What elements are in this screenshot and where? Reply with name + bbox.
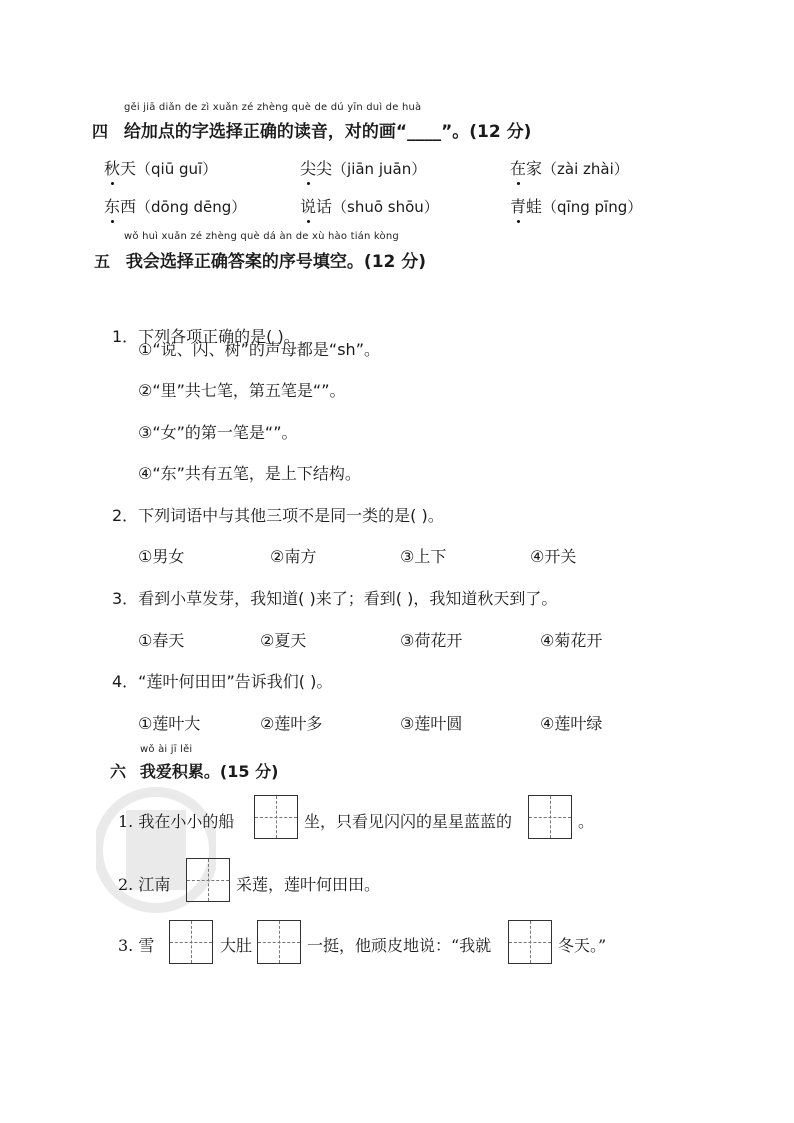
dotted-char: 尖 (300, 156, 316, 179)
section6-heading (108, 759, 278, 782)
q2-stem: 2．下列词语中与其他三项不是同一类的是( )。 (112, 506, 444, 525)
s6-line3-b: 大肚 (220, 936, 253, 955)
section6-number: 六 (109, 762, 126, 781)
tianzige-box[interactable] (186, 858, 230, 902)
q4-option-1: ①莲叶大 (138, 714, 201, 733)
q3-option-1: ①春天 (138, 631, 185, 650)
q1-option-4: ④“东”共有五笔，是上下结构。 (138, 464, 361, 483)
q3-option-4: ④菊花开 (540, 631, 603, 650)
dotted-char: 说 (300, 194, 316, 217)
char: 家 (526, 159, 543, 178)
s6-line1-b: 坐，只看见闪闪的星星蓝蓝的 (304, 812, 513, 831)
q2-option-2: ②南方 (270, 547, 317, 566)
s4-item-3 (510, 156, 629, 179)
q3-option-2: ②夏天 (260, 631, 307, 650)
pinyin-options: （shuō shōu） (332, 198, 439, 216)
tianzige-box[interactable] (508, 920, 552, 964)
pinyin-options: （qiū guī） (136, 160, 218, 178)
q1-option-2: ②“里”共七笔，第五笔是“”。 (138, 381, 346, 400)
s6-line3-c: 一挺，他顽皮地说：“我就 (307, 936, 492, 955)
dotted-char: 在 (510, 156, 526, 179)
dotted-char: 东 (104, 194, 120, 217)
q1-option-3: ③“女”的第一笔是“”。 (138, 423, 298, 442)
s6-line1-c: 。 (578, 812, 595, 831)
section4-pinyin: gěi jiā diǎn de zì xuǎn zé zhèng què de dú yīn duì de huà (124, 102, 422, 113)
tianzige-box[interactable] (257, 920, 301, 964)
section5-pinyin: wǒ huì xuǎn zé zhèng què dá àn de xù hào tián kòng (124, 231, 399, 242)
char: 蛙 (526, 197, 543, 216)
q2-option-1: ①男女 (138, 547, 185, 566)
pinyin-options: （dōng dēng） (136, 198, 247, 216)
s6-line3-d: 冬天。” (558, 936, 607, 955)
s6-line2-a: 2. 江南 (118, 875, 171, 894)
tianzige-box[interactable] (528, 795, 572, 839)
q4-option-4: ④莲叶绿 (540, 714, 603, 733)
dotted-char: 秋 (104, 156, 120, 179)
char: 话 (316, 197, 333, 216)
section6-title: 我爱积累。(15 分) (139, 762, 279, 781)
char: 西 (120, 197, 137, 216)
s4-item-4 (104, 194, 246, 217)
s4-item-1 (104, 156, 217, 179)
section4-title: 给加点的字选择正确的读音，对的画“____”。(12 分) (123, 122, 532, 142)
s6-line3-a: 3. 雪 (118, 936, 155, 955)
q4-stem: 4．“莲叶何田田”告诉我们( )。 (112, 672, 333, 691)
q1-option-1: ①“说、闪、树”的声母都是“sh”。 (138, 340, 380, 359)
s4-item-5 (300, 194, 439, 217)
section5-heading (92, 247, 426, 272)
s6-line1-a: 1. 我在小小的船 (118, 812, 235, 831)
s6-line2-b: 采莲，莲叶何田田。 (236, 875, 381, 894)
section5-title: 我会选择正确答案的序号填空。(12 分) (125, 252, 427, 272)
section4-heading (90, 117, 531, 142)
q1-stem: 1．下列各项正确的是( )。 (112, 327, 300, 346)
q4-option-3: ③莲叶圆 (400, 714, 463, 733)
section4-number: 四 (91, 122, 108, 141)
tianzige-box[interactable] (254, 795, 298, 839)
s4-item-6 (510, 194, 642, 217)
pinyin-options: （zài zhài） (542, 160, 629, 178)
char: 尖 (316, 159, 333, 178)
s4-item-2 (300, 156, 426, 179)
q2-option-4: ④开关 (530, 547, 577, 566)
q3-stem: 3．看到小草发芽，我知道( )来了；看到( )，我知道秋天到了。 (112, 589, 558, 608)
q2-option-3: ③上下 (400, 547, 447, 566)
q3-option-3: ③荷花开 (400, 631, 463, 650)
section5-number: 五 (93, 252, 110, 271)
char: 天 (120, 159, 137, 178)
dotted-char: 青 (510, 194, 526, 217)
section6-pinyin: wǒ ài jī lěi (140, 744, 193, 755)
q4-option-2: ②莲叶多 (260, 714, 323, 733)
pinyin-options: （jiān juān） (332, 160, 427, 178)
pinyin-options: （qīng pīng） (542, 198, 643, 216)
tianzige-box[interactable] (169, 920, 213, 964)
